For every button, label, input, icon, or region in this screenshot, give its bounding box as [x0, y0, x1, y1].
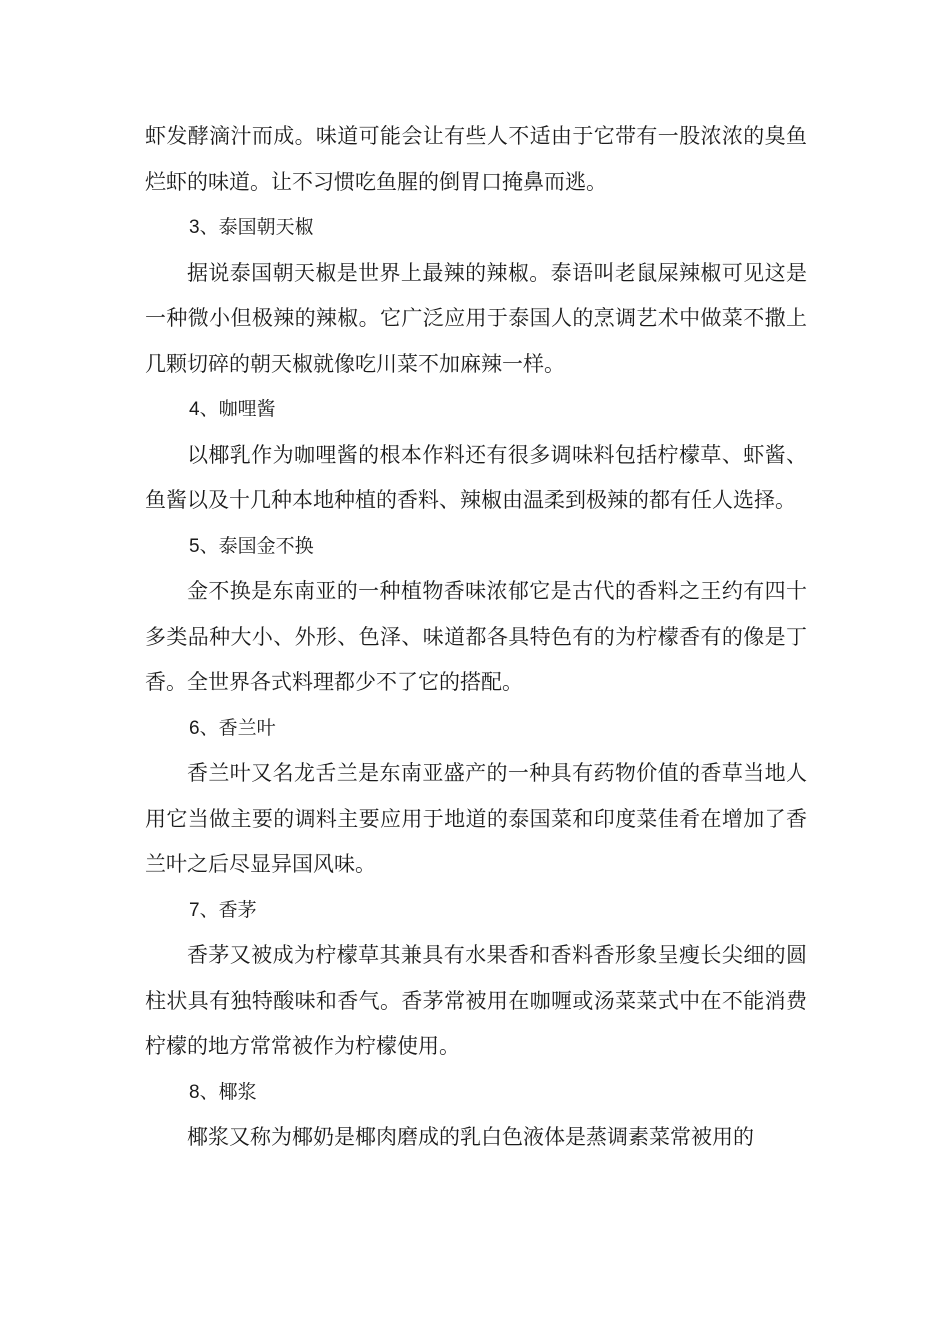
section-body-thai-basil: 金不换是东南亚的一种植物香味浓郁它是古代的香料之王约有四十多类品种大小、外形、色泽、味道都各具特色有的为柠檬香有的像是丁香。全世界各式料理都少不了它的搭配。	[145, 579, 807, 694]
section-body-lemongrass: 香茅又被成为柠檬草其兼具有水果香和香料香形象呈瘦长尖细的圆柱状具有独特酸味和香气。香茅常被用在咖喱或汤菜菜式中在不能消费柠檬的地方常常被作为柠檬使用。	[145, 943, 807, 1058]
section-heading-coconut-milk: 8、椰浆	[189, 1081, 257, 1103]
section-heading-curry-paste: 4、咖哩酱	[189, 399, 276, 420]
section-heading-lemongrass: 7、香茅	[189, 899, 257, 921]
section-heading-pandan-leaf: 6、香兰叶	[189, 717, 276, 739]
section-heading-thai-basil: 5、泰国金不换	[189, 535, 314, 557]
section-body-curry-paste: 以椰乳作为咖哩酱的根本作料还有很多调味料包括柠檬草、虾酱、鱼酱以及十几种本地种植的香料、辣椒由温柔到极辣的都有任人选择。	[145, 442, 807, 512]
section-body-thai-chili: 据说泰国朝天椒是世界上最辣的辣椒。泰语叫老鼠屎辣椒可见这是一种微小但极辣的辣椒。它广泛应用于泰国人的烹调艺术中做菜不撒上几颗切碎的朝天椒就像吃川菜不加麻辣一样。	[145, 260, 807, 376]
paragraph-intro-continuation: 虾发酵滴汁而成。味道可能会让有些人不适由于它带有一股浓浓的臭鱼烂虾的味道。让不习惯吃鱼腥的倒胃口掩鼻而逃。	[145, 124, 807, 194]
document-body	[145, 114, 807, 1161]
section-heading-thai-chili: 3、泰国朝天椒	[189, 217, 314, 238]
section-body-coconut-milk: 椰浆又称为椰奶是椰肉磨成的乳白色液体是蒸调素菜常被用的	[187, 1125, 754, 1149]
section-body-pandan-leaf: 香兰叶又名龙舌兰是东南亚盛产的一种具有药物价值的香草当地人用它当做主要的调料主要应用于地道的泰国菜和印度菜佳肴在增加了香兰叶之后尽显异国风味。	[145, 761, 807, 876]
